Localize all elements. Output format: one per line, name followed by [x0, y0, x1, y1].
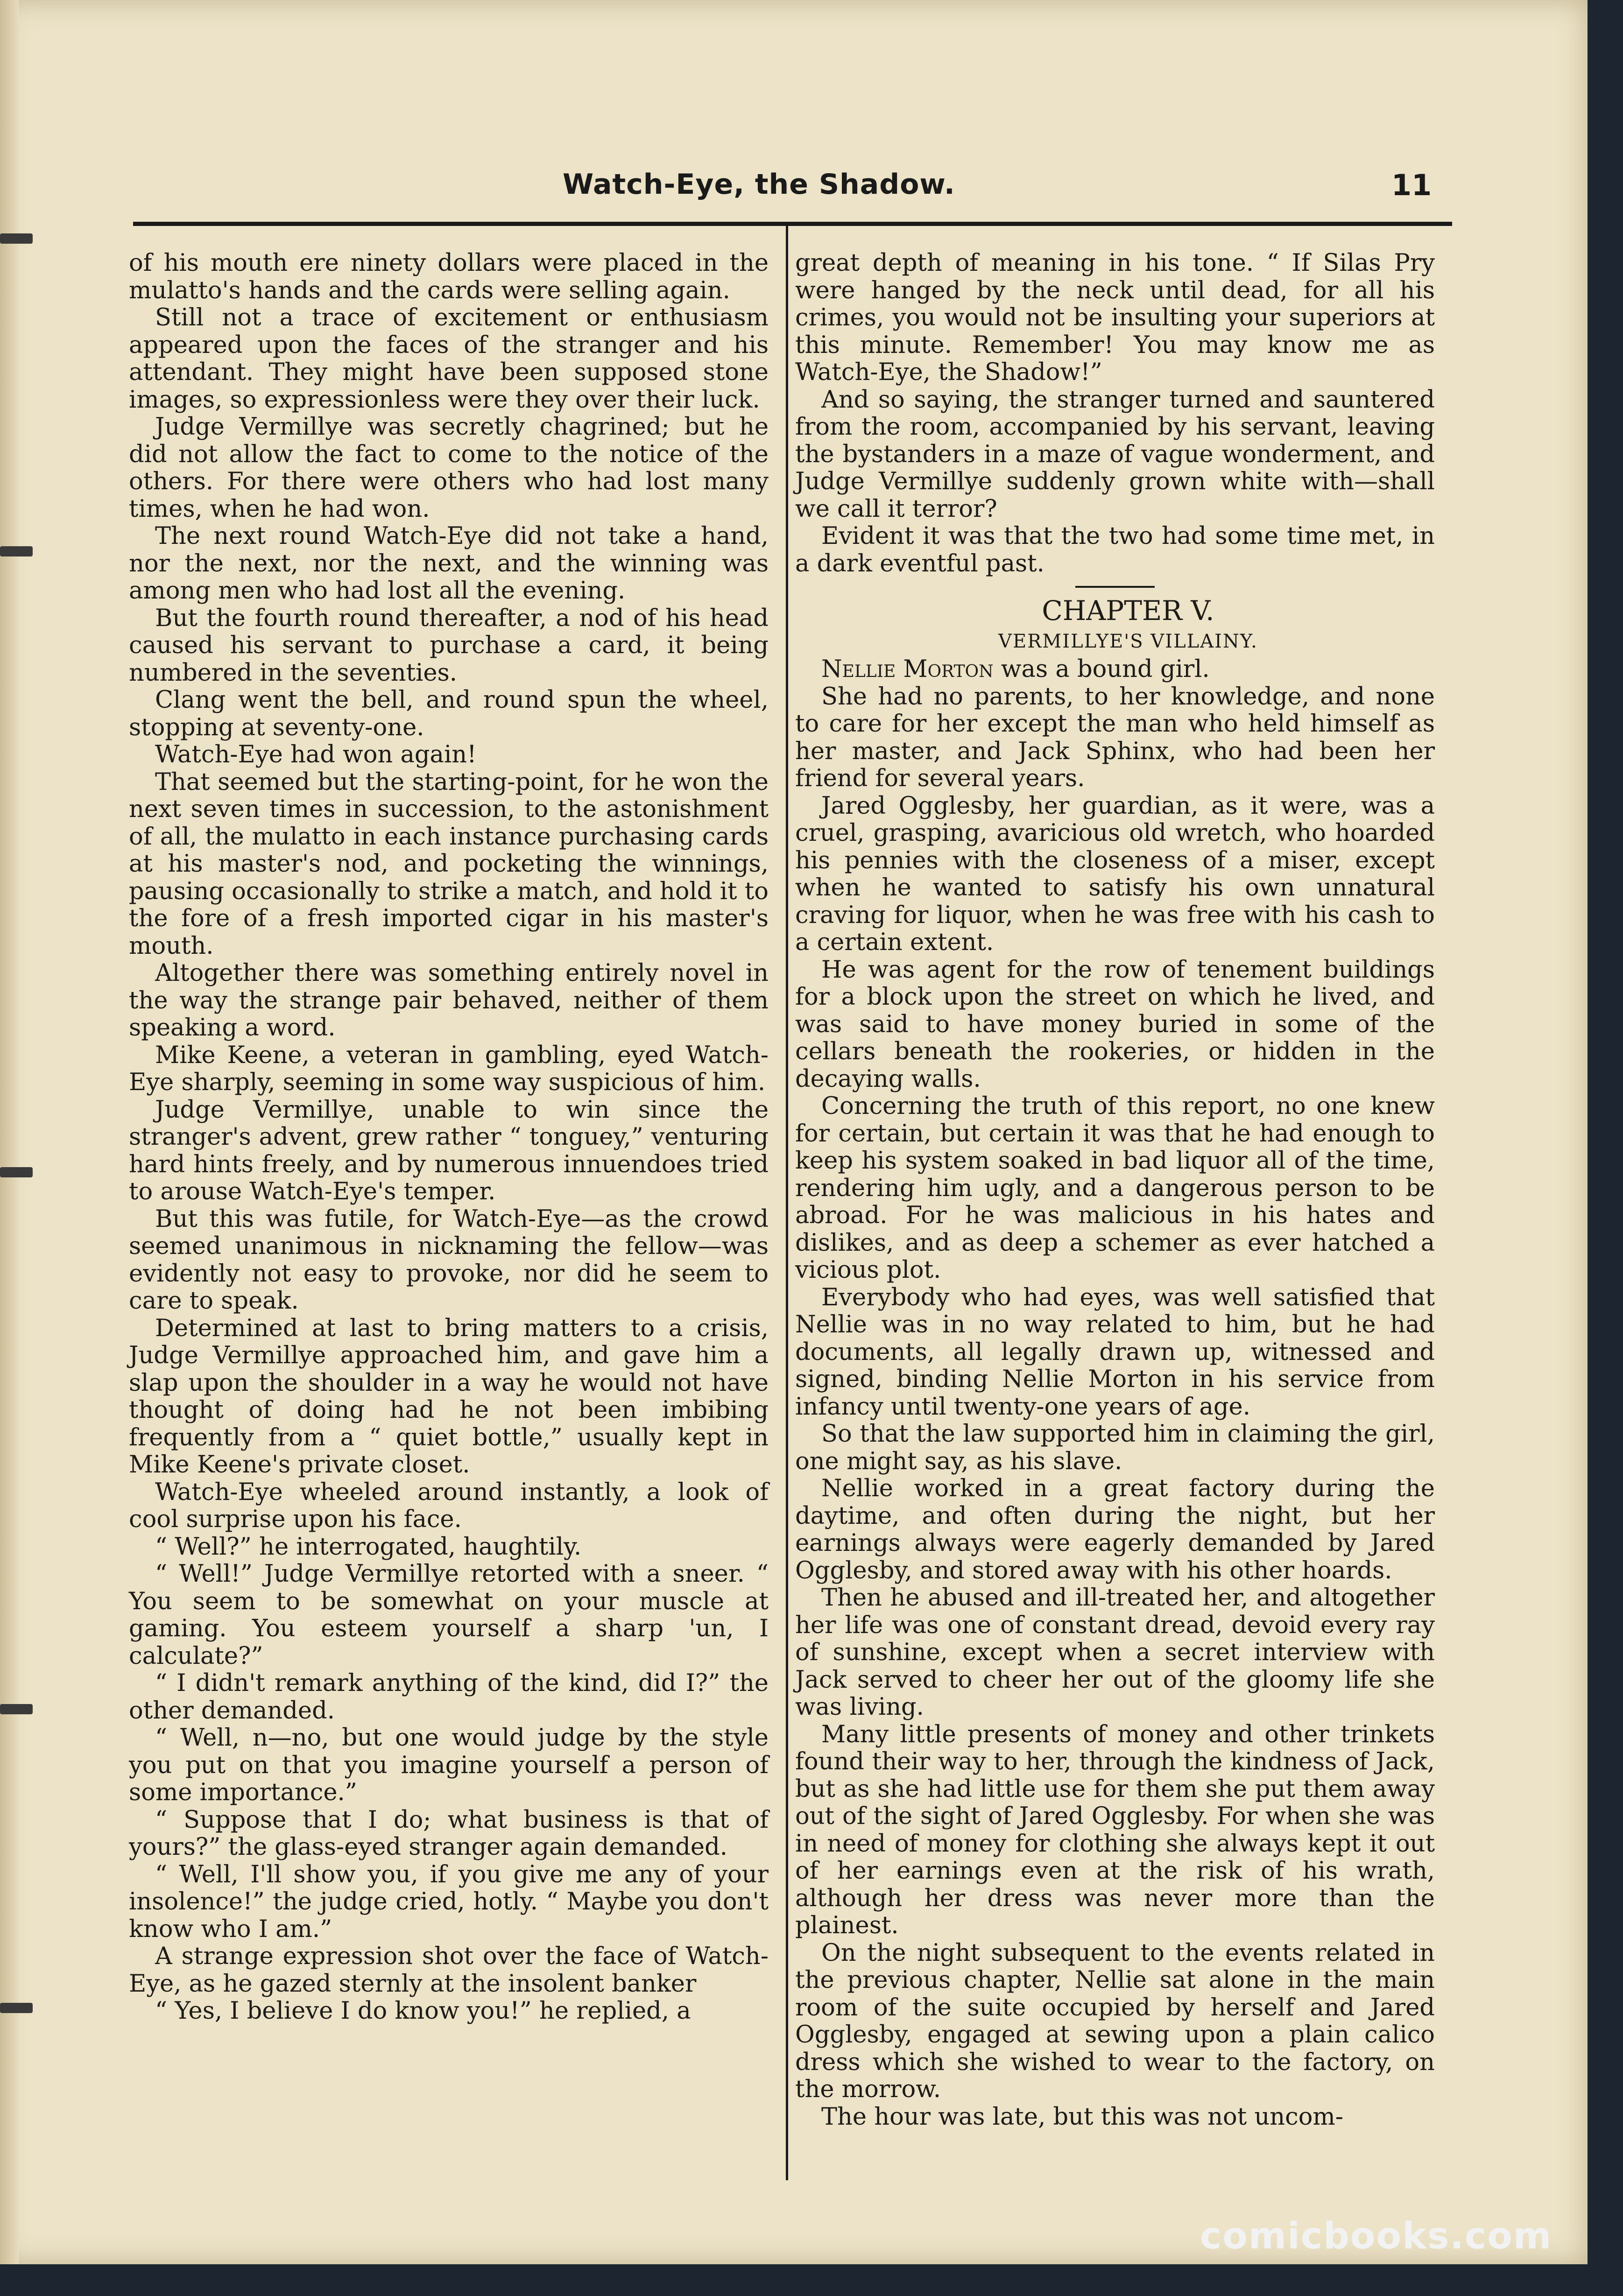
paragraph: Everybody who had eyes, was well satisfied that Nellie was in no way related to him, but he had documents, all legally drawn up, witnessed and signed, binding Nellie Morton in his service from infancy until twenty-one years of age. — [795, 1283, 1435, 1421]
watermark: comicbooks.com — [1200, 2215, 1552, 2257]
paragraph: “ Well, n—no, but one would judge by the style you put on that you imagine yourself a person of some importance.” — [129, 1724, 769, 1806]
page-number: 11 — [1391, 168, 1432, 202]
right-column — [795, 250, 1435, 2131]
paragraph: great depth of meaning in his tone. “ If Silas Pry were hanged by the neck until dead, for all his crimes, you would not be insulting your superiors at this minute. Remember! You may know me as Watch-Eye, the Shadow!” — [795, 249, 1435, 386]
paragraph: But this was futile, for Watch-Eye—as the crowd seemed unanimous in nicknaming the fellow—was evidently not easy to provoke, nor did he seem to care to speak. — [129, 1205, 769, 1315]
chapter-opening-paragraph — [795, 656, 1435, 683]
paragraph: Then he abused and ill-treated her, and altogether her life was one of constant dread, devoid every ray of sunshine, except when a secret interview with Jack served to cheer her out of the gloomy life she was living. — [795, 1584, 1435, 1721]
paragraph: So that the law supported him in claiming the girl, one might say, as his slave. — [795, 1420, 1435, 1475]
paragraph: “ Yes, I believe I do know you!” he replied, a — [155, 1997, 691, 2025]
paragraph: Jared Ogglesby, her guardian, as it were, was a cruel, grasping, avaricious old wretch, who hoarded his pennies with the closeness of a miser, except when he wanted to satisfy his own unnatural craving for liquor, when he was free with his cash to a certain extent. — [795, 792, 1435, 956]
binding-staple — [0, 2003, 33, 2013]
paragraph: The hour was late, but this was not uncom- — [821, 2103, 1343, 2131]
paragraph: Determined at last to bring matters to a crisis, Judge Vermillye approached him, and gave him a slap upon the shoulder in a way he would not have thought of doing had he not been imbibing frequently from a “ quiet bottle,” usually kept in Mike Keene's private closet. — [129, 1314, 769, 1479]
column-divider — [786, 224, 788, 2180]
binding-staple — [0, 1704, 33, 1714]
paragraph: Still not a trace of excitement or enthusiasm appeared upon the faces of the stranger and his attendant. They might have been supposed stone images, so expressionless were they over their luck. — [129, 304, 769, 414]
paragraph: That seemed but the starting-point, for he won the next seven times in succession, to the astonishment of all, the mulatto in each instance purchasing cards at his master's nod, and pocketing the winnings, pausing occasionally to strike a match, and hold it to the fore of a fresh imported cigar in his master's mouth. — [129, 768, 769, 960]
paragraph: And so saying, the stranger turned and sauntered from the room, accompanied by his servant, leaving the bystanders in a maze of vague wonderment, and Judge Vermillye suddenly grown white with—shall we call it terror? — [795, 386, 1435, 523]
paragraph: Mike Keene, a veteran in gambling, eyed Watch-Eye sharply, seeming in some way suspicious of him. — [129, 1041, 769, 1096]
page-spine — [0, 0, 19, 2264]
right-column-top — [795, 250, 1435, 578]
header-rule — [133, 222, 1452, 226]
chapter-heading: CHAPTER V. — [1042, 595, 1214, 627]
binding-staple — [0, 546, 33, 556]
paragraph: Altogether there was something entirely novel in the way the strange pair behaved, neither of them speaking a word. — [129, 959, 769, 1042]
paragraph: of his mouth ere ninety dollars were placed in the mulatto's hands and the cards were selling again. — [129, 249, 769, 304]
binding-staple — [0, 1167, 33, 1177]
running-header: Watch-Eye, the Shadow. — [563, 168, 955, 201]
paragraph: She had no parents, to her knowledge, and none to care for her except the man who held himself as her master, and Jack Sphinx, who had been her friend for several years. — [795, 683, 1435, 792]
left-column — [129, 250, 769, 2025]
paragraph: Clang went the bell, and round spun the wheel, stopping at seventy-one. — [129, 686, 769, 741]
paragraph: Watch-Eye had won again! — [155, 741, 477, 768]
opening-text: was a bound girl. — [993, 655, 1210, 683]
binding-staple — [0, 233, 33, 244]
paragraph: Watch-Eye wheeled around instantly, a look of cool surprise upon his face. — [129, 1478, 769, 1533]
paragraph: “ Well!” Judge Vermillye retorted with a sneer. “ You seem to be somewhat on your muscle at gaming. You esteem yourself a sharp 'un, I calculate?” — [129, 1560, 769, 1670]
paragraph: Many little presents of money and other trinkets found their way to her, through the kindness of Jack, but as she had little use for them she put them away out of the sight of Jared Ogglesby. For when she was in need of money for clothing she always kept it out of her earnings even at the risk of his wrath, although her dress was never more than the plainest. — [795, 1720, 1435, 1939]
paragraph: Judge Vermillye was secretly chagrined; but he did not allow the fact to come to the notice of the others. For there were others who had lost many times, when he had won. — [129, 413, 769, 523]
paragraph: Nellie worked in a great factory during the daytime, and often during the night, but her earnings always were eagerly demanded by Jared Ogglesby, and stored away with his other hoards. — [795, 1475, 1435, 1585]
paragraph: Evident it was that the two had some time met, in a dark eventful past. — [795, 522, 1435, 578]
opening-name: Nellie Morton — [821, 655, 994, 683]
paragraph: He was agent for the row of tenement buildings for a block upon the street on which he lived, and was said to have money buried in some of the cellars beneath the rookeries, or hidden in the decaying walls. — [795, 956, 1435, 1093]
paragraph: “ I didn't remark anything of the kind, did I?” the other demanded. — [129, 1669, 769, 1725]
right-column-body — [795, 683, 1435, 2131]
section-rule — [1075, 586, 1155, 588]
paragraph: Judge Vermillye, unable to win since the stranger's advent, grew rather “ tonguey,” venturing hard hints freely, and by numerous innuendoes tried to arouse Watch-Eye's temper. — [129, 1096, 769, 1205]
chapter-subtitle: VERMILLYE'S VILLAINY. — [998, 631, 1258, 652]
paragraph: “ Well, I'll show you, if you give me any of your insolence!” the judge cried, hotly. “ Maybe you don't know who I am.” — [129, 1860, 769, 1943]
paragraph: “ Suppose that I do; what business is that of yours?” the glass-eyed stranger again demanded. — [129, 1806, 769, 1861]
paragraph: “ Well?” he interrogated, haughtily. — [155, 1533, 582, 1561]
paragraph: But the fourth round thereafter, a nod of his head caused his servant to purchase a card, it being numbered in the seventies. — [129, 604, 769, 687]
paragraph: On the night subsequent to the events related in the previous chapter, Nellie sat alone in the main room of the suite occupied by herself and Jared Ogglesby, engaged at sewing upon a plain calico dress which she wished to wear to the factory, on the morrow. — [795, 1939, 1435, 2103]
paragraph: Concerning the truth of this report, no one knew for certain, but certain it was that he had enough to keep his system soaked in bad liquor all of the time, rendering him ugly, and a dangerous person to be abroad. For he was malicious in his hates and dislikes, and as deep a schemer as ever hatched a vicious plot. — [795, 1092, 1435, 1284]
paragraph: The next round Watch-Eye did not take a hand, nor the next, nor the next, and the winning was among men who had lost all the evening. — [129, 522, 769, 605]
paragraph: A strange expression shot over the face of Watch-Eye, as he gazed sternly at the insolent banker — [129, 1943, 769, 1998]
